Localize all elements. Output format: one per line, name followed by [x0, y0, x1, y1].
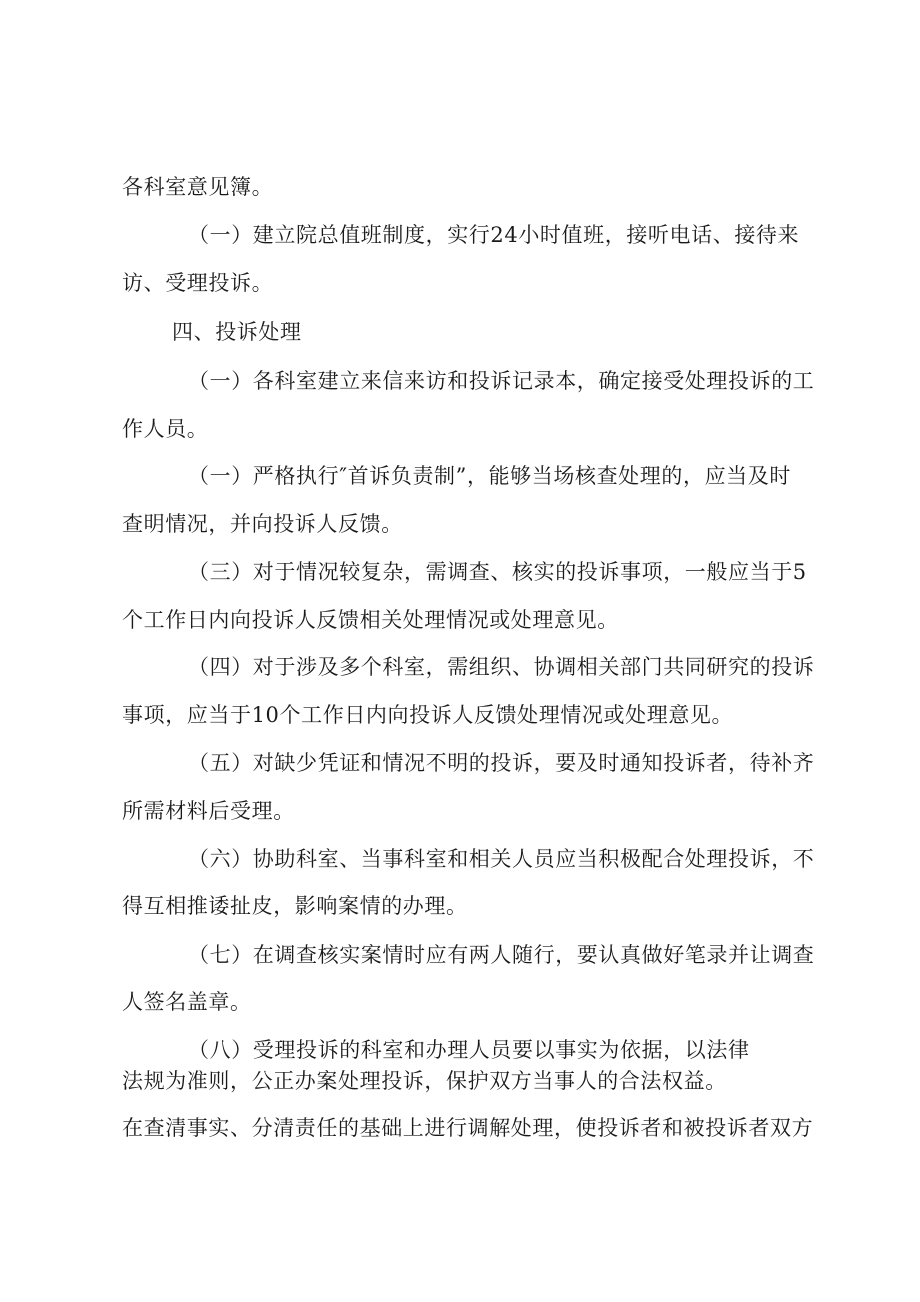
paragraph-line: 在查清事实、分清责任的基础上进行调解处理，使投诉者和被投诉者双方 — [122, 1116, 814, 1140]
paragraph-line: 所需材料后受理。 — [122, 799, 295, 823]
paragraph-line: （六）协助科室、当事科室和相关人员应当积极配合处理投诉，不 — [188, 847, 815, 871]
paragraph-line: 作人员。 — [122, 417, 209, 441]
paragraph-line: 各科室意见簿。 — [122, 175, 274, 199]
paragraph-line: 人签名盖章。 — [122, 990, 252, 1014]
paragraph-line: 法规为准则，公正办案处理投诉，保护双方当事人的合法权益。 — [122, 1069, 727, 1093]
paragraph-line: （一）各科室建立来信来访和投诉记录本，确定接受处理投诉的工 — [188, 369, 815, 393]
paragraph-line: （八）受理投诉的科室和办理人员要以事实为依据，以法律 — [188, 1038, 750, 1062]
paragraph-line: 访、受理投诉。 — [122, 271, 274, 295]
paragraph-line: 得互相推诿扯皮，影响案情的办理。 — [122, 894, 468, 918]
paragraph-line: （四）对于涉及多个科室，需组织、协调相关部门共同研究的投诉 — [188, 655, 815, 679]
paragraph-line: 事项，应当于10个工作日内向投诉人反馈处理情况或处理意见。 — [122, 703, 734, 727]
paragraph-line: （三）对于情况较复杂，需调查、核实的投诉事项，一般应当于5 — [188, 560, 807, 584]
paragraph-line: （七）在调查核实案情时应有两人随行，要认真做好笔录并让调查 — [188, 943, 815, 967]
paragraph-line: （一）建立院总值班制度，实行24小时值班，接听电话、接待来 — [188, 223, 800, 247]
paragraph-line: 查明情况，并向投诉人反馈。 — [122, 512, 403, 536]
section-heading: 四、投诉处理 — [172, 320, 302, 344]
paragraph-line: （一）严格执行″首诉负责制”，能够当场核查处理的，应当及时 — [188, 464, 791, 488]
paragraph-line: （五）对缺少凭证和情况不明的投诉，要及时通知投诉者，待补齐 — [188, 751, 815, 775]
paragraph-line: 个工作日内向投诉人反馈相关处理情况或处理意见。 — [122, 608, 619, 632]
